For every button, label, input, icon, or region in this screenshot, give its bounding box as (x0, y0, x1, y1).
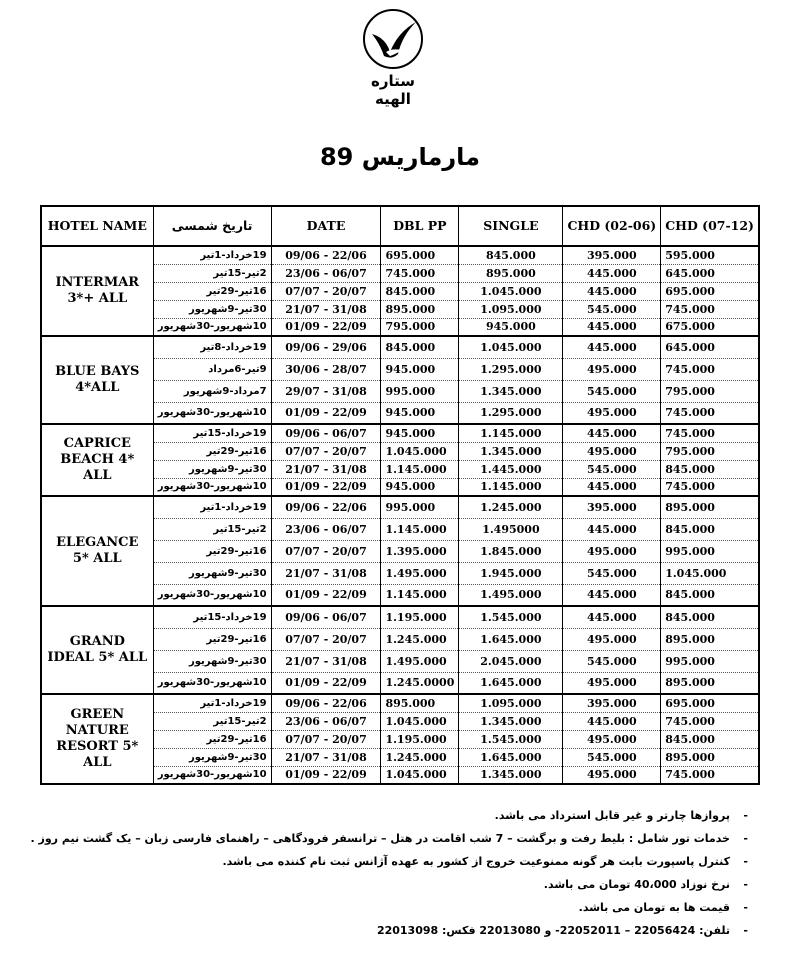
chd2-price-cell: 745.000 (661, 300, 759, 318)
col-date-header: DATE (271, 206, 381, 246)
persian-date-cell: 7مرداد-9شهریور (153, 380, 271, 402)
persian-date-cell: 2تیر-15تیر (153, 518, 271, 540)
single-price-cell: 845.000 (459, 246, 563, 264)
single-price-cell: 1.345.000 (459, 766, 563, 784)
date-cell: 30/06 - 28/07 (271, 358, 381, 380)
date-cell: 01/09 - 22/09 (271, 478, 381, 496)
dbl-price-cell: 1.395.000 (381, 540, 459, 562)
chd2-price-cell: 895.000 (661, 496, 759, 518)
dbl-price-cell: 1.245.000 (381, 748, 459, 766)
chd2-price-cell: 745.000 (661, 424, 759, 442)
dbl-price-cell: 845.000 (381, 282, 459, 300)
dbl-price-cell: 1.045.000 (381, 766, 459, 784)
single-price-cell: 1.945.000 (459, 562, 563, 584)
chd2-price-cell: 645.000 (661, 336, 759, 358)
date-cell: 09/06 - 29/06 (271, 336, 381, 358)
chd2-price-cell: 895.000 (661, 672, 759, 694)
single-price-cell: 1.495.000 (459, 584, 563, 606)
single-price-cell: 1.845.000 (459, 540, 563, 562)
col-dbl-header: DBL PP (381, 206, 459, 246)
single-price-cell: 1.095.000 (459, 694, 563, 712)
chd1-price-cell: 545.000 (563, 380, 661, 402)
persian-date-cell: 19خرداد-1تیر (153, 496, 271, 518)
brand-logo (353, 8, 433, 108)
chd2-price-cell: 795.000 (661, 442, 759, 460)
persian-date-cell: 30تیر-9شهریور (153, 460, 271, 478)
chd1-price-cell: 545.000 (563, 460, 661, 478)
chd1-price-cell: 445.000 (563, 336, 661, 358)
chd2-price-cell: 695.000 (661, 282, 759, 300)
persian-date-cell: 10شهریور-30شهریور (153, 766, 271, 784)
table-row (41, 246, 759, 264)
chd2-price-cell: 745.000 (661, 766, 759, 784)
chd2-price-cell: 745.000 (661, 358, 759, 380)
date-cell: 23/06 - 06/07 (271, 264, 381, 282)
date-cell: 07/07 - 20/07 (271, 282, 381, 300)
chd1-price-cell: 445.000 (563, 584, 661, 606)
chd1-price-cell: 445.000 (563, 424, 661, 442)
dbl-price-cell: 945.000 (381, 402, 459, 424)
date-cell: 29/07 - 31/08 (271, 380, 381, 402)
date-cell: 09/06 - 22/06 (271, 694, 381, 712)
table-row (41, 336, 759, 358)
table-header-row (41, 206, 759, 246)
persian-date-cell: 10شهریور-30شهریور (153, 318, 271, 336)
date-cell: 01/09 - 22/09 (271, 402, 381, 424)
date-cell: 23/06 - 06/07 (271, 518, 381, 540)
hotel-name: GRAND IDEAL 5* ALL (41, 606, 153, 694)
dbl-price-cell: 1.145.000 (381, 584, 459, 606)
chd2-price-cell: 995.000 (661, 540, 759, 562)
persian-date-cell: 16تیر-29تیر (153, 442, 271, 460)
single-price-cell: 1.645.000 (459, 748, 563, 766)
price-table (40, 205, 760, 785)
chd1-price-cell: 445.000 (563, 282, 661, 300)
persian-date-cell: 19خرداد-1تیر (153, 246, 271, 264)
chd1-price-cell: 545.000 (563, 650, 661, 672)
chd1-price-cell: 445.000 (563, 318, 661, 336)
single-price-cell: 1.295.000 (459, 402, 563, 424)
persian-date-cell: 10شهریور-30شهریور (153, 672, 271, 694)
persian-date-cell: 16تیر-29تیر (153, 628, 271, 650)
chd1-price-cell: 495.000 (563, 540, 661, 562)
dbl-price-cell: 895.000 (381, 694, 459, 712)
date-cell: 09/06 - 22/06 (271, 496, 381, 518)
date-cell: 09/06 - 22/06 (271, 246, 381, 264)
single-price-cell: 1.495000 (459, 518, 563, 540)
chd1-price-cell: 495.000 (563, 672, 661, 694)
single-price-cell: 2.045.000 (459, 650, 563, 672)
dbl-price-cell: 795.000 (381, 318, 459, 336)
persian-date-cell: 19خرداد-1تیر (153, 694, 271, 712)
chd1-price-cell: 395.000 (563, 496, 661, 518)
chd1-price-cell: 445.000 (563, 264, 661, 282)
persian-date-cell: 30تیر-9شهریور (153, 300, 271, 318)
persian-date-cell: 30تیر-9شهریور (153, 748, 271, 766)
table-row (41, 496, 759, 518)
chd1-price-cell: 545.000 (563, 748, 661, 766)
persian-date-cell: 10شهریور-30شهریور (153, 402, 271, 424)
dbl-price-cell: 945.000 (381, 478, 459, 496)
note-item: - کنترل پاسپورت بابت هر گونه ممنوعیت خروج از کشور به عهده آژانس ثبت نام کننده می باشد. (50, 850, 730, 873)
table-row (41, 694, 759, 712)
persian-date-cell: 2تیر-15تیر (153, 264, 271, 282)
chd2-price-cell: 845.000 (661, 460, 759, 478)
chd2-price-cell: 795.000 (661, 380, 759, 402)
dbl-price-cell: 695.000 (381, 246, 459, 264)
persian-date-cell: 10شهریور-30شهریور (153, 478, 271, 496)
persian-date-cell: 9تیر-6مرداد (153, 358, 271, 380)
persian-date-cell: 30تیر-9شهریور (153, 650, 271, 672)
date-cell: 01/09 - 22/09 (271, 766, 381, 784)
single-price-cell: 1.345.000 (459, 380, 563, 402)
persian-date-cell: 10شهریور-30شهریور (153, 584, 271, 606)
chd1-price-cell: 495.000 (563, 402, 661, 424)
chd2-price-cell: 745.000 (661, 402, 759, 424)
date-cell: 21/07 - 31/08 (271, 650, 381, 672)
col-single-header: SINGLE (459, 206, 563, 246)
dbl-price-cell: 745.000 (381, 264, 459, 282)
date-cell: 07/07 - 20/07 (271, 540, 381, 562)
chd1-price-cell: 395.000 (563, 246, 661, 264)
col-chd1-header: CHD (02-06) (563, 206, 661, 246)
dbl-price-cell: 1.145.000 (381, 518, 459, 540)
single-price-cell: 1.295.000 (459, 358, 563, 380)
chd2-price-cell: 595.000 (661, 246, 759, 264)
single-price-cell: 945.000 (459, 318, 563, 336)
col-persian-date-header: تاریخ شمسی (153, 206, 271, 246)
dbl-price-cell: 1.495.000 (381, 650, 459, 672)
chd1-price-cell: 495.000 (563, 730, 661, 748)
chd2-price-cell: 1.045.000 (661, 562, 759, 584)
notes-list (30, 804, 730, 942)
chd1-price-cell: 495.000 (563, 442, 661, 460)
chd1-price-cell: 445.000 (563, 478, 661, 496)
date-cell: 09/06 - 06/07 (271, 424, 381, 442)
single-price-cell: 1.145.000 (459, 424, 563, 442)
dbl-price-cell: 945.000 (381, 358, 459, 380)
hotel-name: ELEGANCE 5* ALL (41, 496, 153, 606)
chd2-price-cell: 845.000 (661, 518, 759, 540)
chd2-price-cell: 695.000 (661, 694, 759, 712)
hotel-name: INTERMAR 3*+ ALL (41, 246, 153, 336)
single-price-cell: 1.345.000 (459, 442, 563, 460)
note-item: - قیمت ها به تومان می باشد. (50, 896, 730, 919)
chd2-price-cell: 845.000 (661, 730, 759, 748)
single-price-cell: 1.145.000 (459, 478, 563, 496)
chd2-price-cell: 645.000 (661, 264, 759, 282)
chd2-price-cell: 995.000 (661, 650, 759, 672)
table-row (41, 424, 759, 442)
chd1-price-cell: 395.000 (563, 694, 661, 712)
col-hotel-header: HOTEL NAME (41, 206, 153, 246)
date-cell: 07/07 - 20/07 (271, 628, 381, 650)
note-item: - نرخ نوزاد 40،000 تومان می باشد. (50, 873, 730, 896)
page-title: مارماریس 89 (319, 143, 481, 171)
dbl-price-cell: 945.000 (381, 424, 459, 442)
single-price-cell: 1.445.000 (459, 460, 563, 478)
brand-name: ستاره الهیه (371, 72, 415, 108)
date-cell: 21/07 - 31/08 (271, 562, 381, 584)
persian-date-cell: 16تیر-29تیر (153, 540, 271, 562)
date-cell: 07/07 - 20/07 (271, 442, 381, 460)
single-price-cell: 1.645.000 (459, 628, 563, 650)
persian-date-cell: 16تیر-29تیر (153, 282, 271, 300)
persian-date-cell: 2تیر-15تیر (153, 712, 271, 730)
date-cell: 07/07 - 20/07 (271, 730, 381, 748)
chd2-price-cell: 845.000 (661, 584, 759, 606)
note-item: - خدمات تور شامل : بلیط رفت و برگشت – 7 شب اقامت در هتل – ترانسفر فرودگاهی – راهنمای فارسی زبان – یک گشت نیم روز . (50, 827, 730, 850)
dbl-price-cell: 1.245.0000 (381, 672, 459, 694)
hotel-name: GREEN NATURE RESORT 5* ALL (41, 694, 153, 784)
chd2-price-cell: 745.000 (661, 712, 759, 730)
dbl-price-cell: 1.495.000 (381, 562, 459, 584)
table-row (41, 606, 759, 628)
single-price-cell: 1.545.000 (459, 606, 563, 628)
chd1-price-cell: 495.000 (563, 766, 661, 784)
persian-date-cell: 19خرداد-8تیر (153, 336, 271, 358)
single-price-cell: 1.095.000 (459, 300, 563, 318)
hotel-name: BLUE BAYS 4*ALL (41, 336, 153, 424)
chd1-price-cell: 445.000 (563, 518, 661, 540)
dbl-price-cell: 895.000 (381, 300, 459, 318)
chd1-price-cell: 545.000 (563, 300, 661, 318)
single-price-cell: 1.645.000 (459, 672, 563, 694)
chd1-price-cell: 445.000 (563, 606, 661, 628)
dbl-price-cell: 995.000 (381, 496, 459, 518)
col-chd2-header: CHD (07-12) (661, 206, 759, 246)
dbl-price-cell: 1.145.000 (381, 460, 459, 478)
dbl-price-cell: 1.245.000 (381, 628, 459, 650)
chd1-price-cell: 495.000 (563, 628, 661, 650)
dbl-price-cell: 845.000 (381, 336, 459, 358)
single-price-cell: 1.245.000 (459, 496, 563, 518)
chd2-price-cell: 895.000 (661, 628, 759, 650)
single-price-cell: 1.545.000 (459, 730, 563, 748)
date-cell: 09/06 - 06/07 (271, 606, 381, 628)
hotel-name: CAPRICE BEACH 4* ALL (41, 424, 153, 496)
chd2-price-cell: 745.000 (661, 478, 759, 496)
date-cell: 21/07 - 31/08 (271, 748, 381, 766)
date-cell: 01/09 - 22/09 (271, 672, 381, 694)
date-cell: 23/06 - 06/07 (271, 712, 381, 730)
bird-logo-icon (362, 8, 424, 70)
date-cell: 01/09 - 22/09 (271, 318, 381, 336)
date-cell: 01/09 - 22/09 (271, 584, 381, 606)
date-cell: 21/07 - 31/08 (271, 460, 381, 478)
dbl-price-cell: 995.000 (381, 380, 459, 402)
chd2-price-cell: 845.000 (661, 606, 759, 628)
chd1-price-cell: 445.000 (563, 712, 661, 730)
single-price-cell: 1.045.000 (459, 336, 563, 358)
persian-date-cell: 19خرداد-15تیر (153, 424, 271, 442)
dbl-price-cell: 1.195.000 (381, 606, 459, 628)
chd1-price-cell: 545.000 (563, 562, 661, 584)
note-item: - تلفن: 22056424 – 22052011- و 22013080 فکس: 22013098 (50, 919, 730, 942)
chd1-price-cell: 495.000 (563, 358, 661, 380)
dbl-price-cell: 1.195.000 (381, 730, 459, 748)
persian-date-cell: 19خرداد-15تیر (153, 606, 271, 628)
single-price-cell: 1.345.000 (459, 712, 563, 730)
single-price-cell: 1.045.000 (459, 282, 563, 300)
dbl-price-cell: 1.045.000 (381, 442, 459, 460)
chd2-price-cell: 895.000 (661, 748, 759, 766)
persian-date-cell: 16تیر-29تیر (153, 730, 271, 748)
note-item: - پروازها چارتر و غیر قابل استرداد می باشد. (50, 804, 730, 827)
persian-date-cell: 30تیر-9شهریور (153, 562, 271, 584)
chd2-price-cell: 675.000 (661, 318, 759, 336)
date-cell: 21/07 - 31/08 (271, 300, 381, 318)
single-price-cell: 895.000 (459, 264, 563, 282)
dbl-price-cell: 1.045.000 (381, 712, 459, 730)
